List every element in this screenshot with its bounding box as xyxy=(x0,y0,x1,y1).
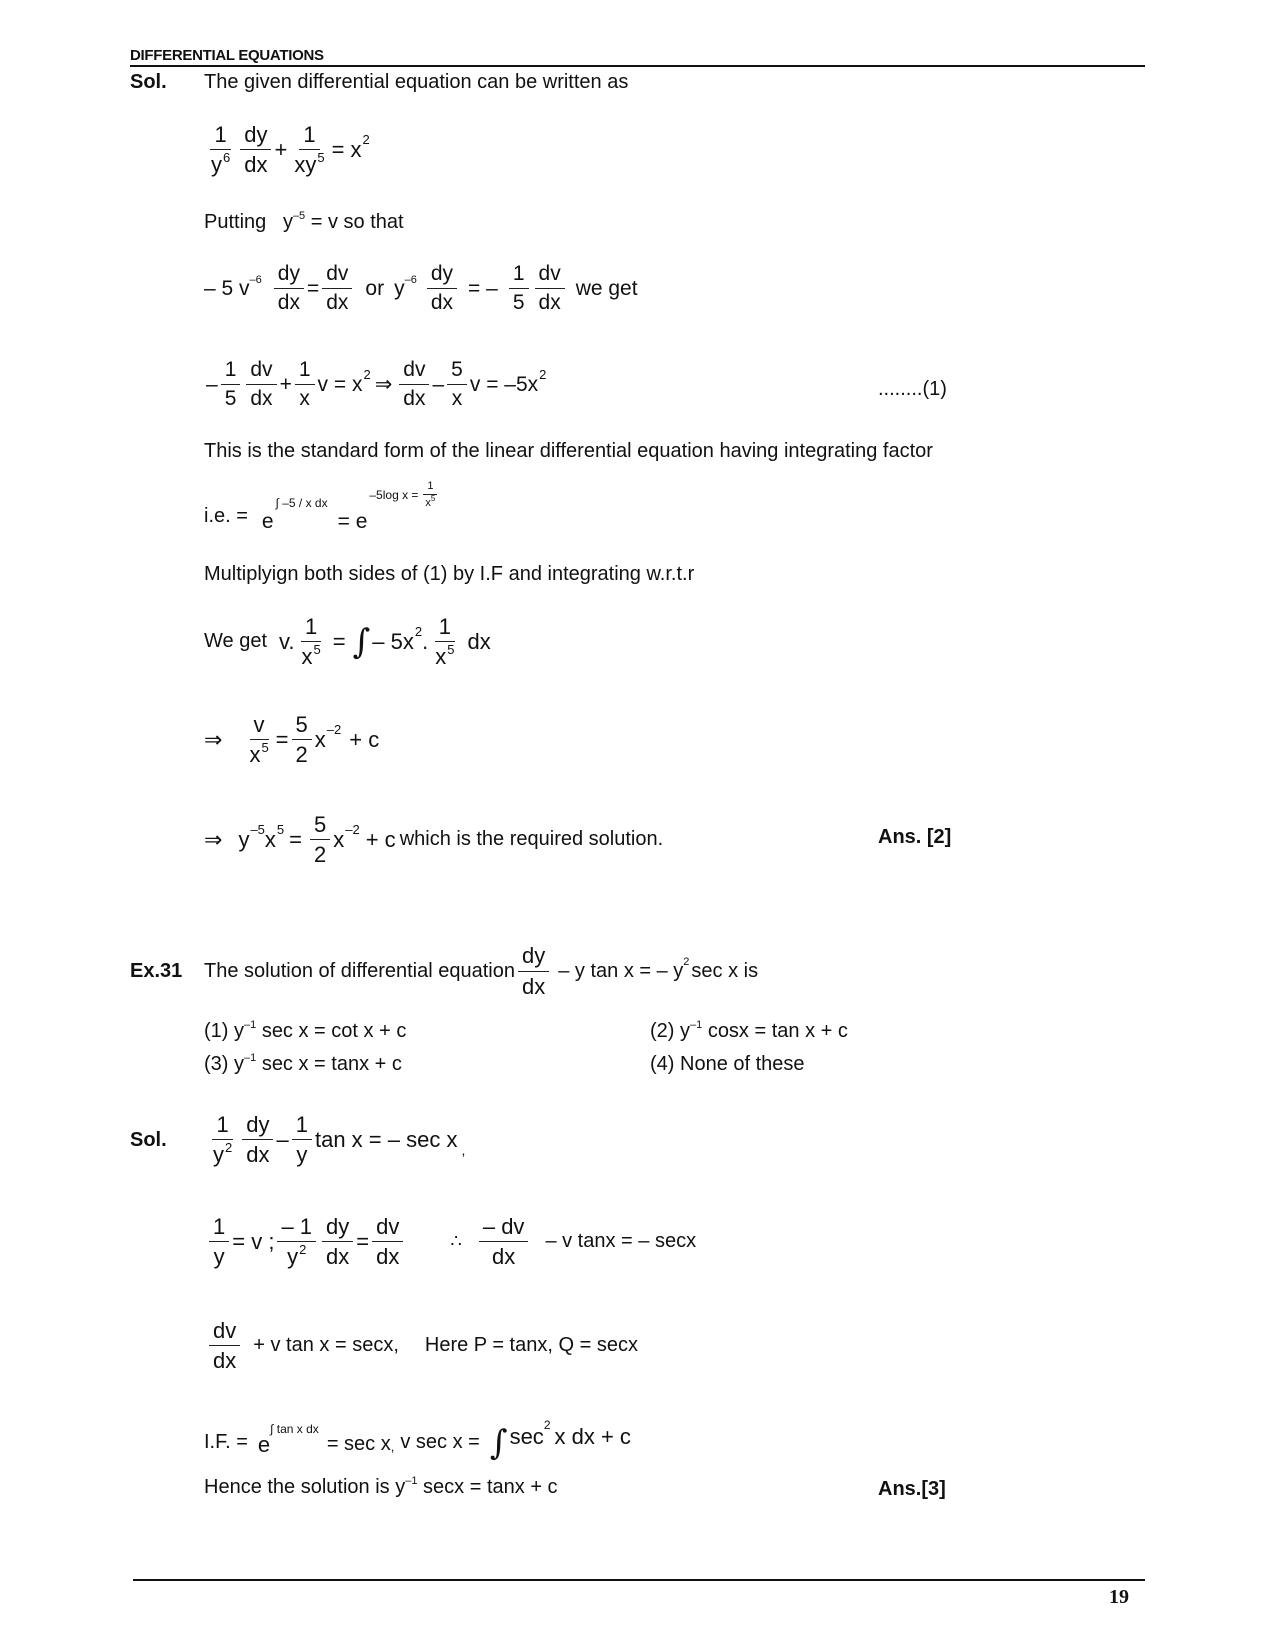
equation-tag: ........(1) xyxy=(878,378,947,400)
substitution-line: Putting $y^{-5} = v$ so that xyxy=(204,210,404,233)
example-question: The solution of differential equation $\frac{dy}{dx}$ – y tan x = – y 2 sec x is xyxy=(204,943,759,999)
fraction: $\frac{1}{xy^5}$ xyxy=(294,122,325,178)
footer-rule xyxy=(133,1579,1145,1581)
option-4[interactable]: (4) None of these xyxy=(650,1053,805,1075)
sol-intro: The given differential equation can be written as xyxy=(204,71,629,93)
answer-label: Ans. [2] xyxy=(878,826,952,848)
linear-equation: $\frac{dv}{dx}$ + v tan x = secx, Here P = tanx, Q = secx xyxy=(206,1318,638,1374)
multiply-text: Multiplyign both sides of (1) by I.F and integrating w.r.t.r xyxy=(204,563,695,585)
fraction: $\frac{dy}{dx}$ xyxy=(240,122,271,178)
solution-step-1: ⇒ $\frac{v}{x^5}$ = $\frac{5}{2}$ x –2 + c xyxy=(204,712,380,768)
integrating-factor-line: i.e. = e ∫ –5 / x dx = e –5log x = $\frac{1}{x^5}$ xyxy=(204,484,442,534)
example-label: Ex.31 xyxy=(130,960,183,982)
equation-rewritten: $\frac{1}{y^6}$ $\frac{dy}{dx}$ + $\frac{1}{xy^5}$ = x 2 xyxy=(204,122,370,178)
substitution-equation: $\frac{1}{y}$ = v ; $\frac{- 1}{y^2}$ $\frac{dy}{dx}$ = $\frac{dv}{dx}$ ∴ $\frac{- dv}{dx}$ – v tanx = – secx xyxy=(206,1214,696,1270)
page-number: 19 xyxy=(1109,1586,1129,1608)
integration-step: We get v. $\frac{1}{x^5}$ = ∫ – 5x 2 . $\frac{1}{x^5}$ dx xyxy=(204,614,491,670)
sol-label: Sol. xyxy=(130,1129,167,1151)
solution-step-2: ⇒ y –5 x 5 = $\frac{5}{2}$ x –2 + c which is the required solution. xyxy=(204,812,664,868)
running-header: DIFFERENTIAL EQUATIONS xyxy=(130,47,324,64)
option-3[interactable]: (3) $y^{-1}$ sec x = tanx + c xyxy=(204,1052,402,1075)
standard-form-text: This is the standard form of the linear differential equation having integrating factor xyxy=(204,440,933,462)
integrating-factor-solution: I.F. = e ∫ tan x dx = sec x , v sec x = ∫ sec 2 x dx + c xyxy=(204,1418,631,1463)
bernoulli-divided-equation: $\frac{1}{y^2}$ $\frac{dy}{dx}$ – $\frac{1}{y}$ tan x = – sec x , xyxy=(213,1112,466,1168)
linear-form-equation: – $\frac{1}{5}$ $\frac{dv}{dx}$ + $\frac{1}{x}$ v = x 2 ⇒ $\frac{dv}{dx}$ – $\frac{5}{x}$ v = –5x 2 xyxy=(206,358,547,411)
fraction: $\frac{1}{y^6}$ xyxy=(211,122,231,178)
answer-label: Ans.[3] xyxy=(878,1478,946,1500)
sol-label: Sol. xyxy=(130,71,167,93)
derivative-substitution: – 5 v –6 $\frac{dy}{dx}$ = $\frac{dv}{dx}$ or y –6 $\frac{dy}{dx}$ = – $\frac{1}{5}$ $\frac{dv}{dx}$ we get xyxy=(204,262,638,315)
conclusion-text: Hence the solution is $y^{-1}$ secx = tanx + c xyxy=(204,1475,558,1498)
option-2[interactable]: (2) $y^{-1}$ cosx = tan x + c xyxy=(650,1019,848,1042)
option-1[interactable]: (1) $y^{-1}$ sec x = cot x + c xyxy=(204,1019,407,1042)
header-rule xyxy=(130,65,1145,67)
